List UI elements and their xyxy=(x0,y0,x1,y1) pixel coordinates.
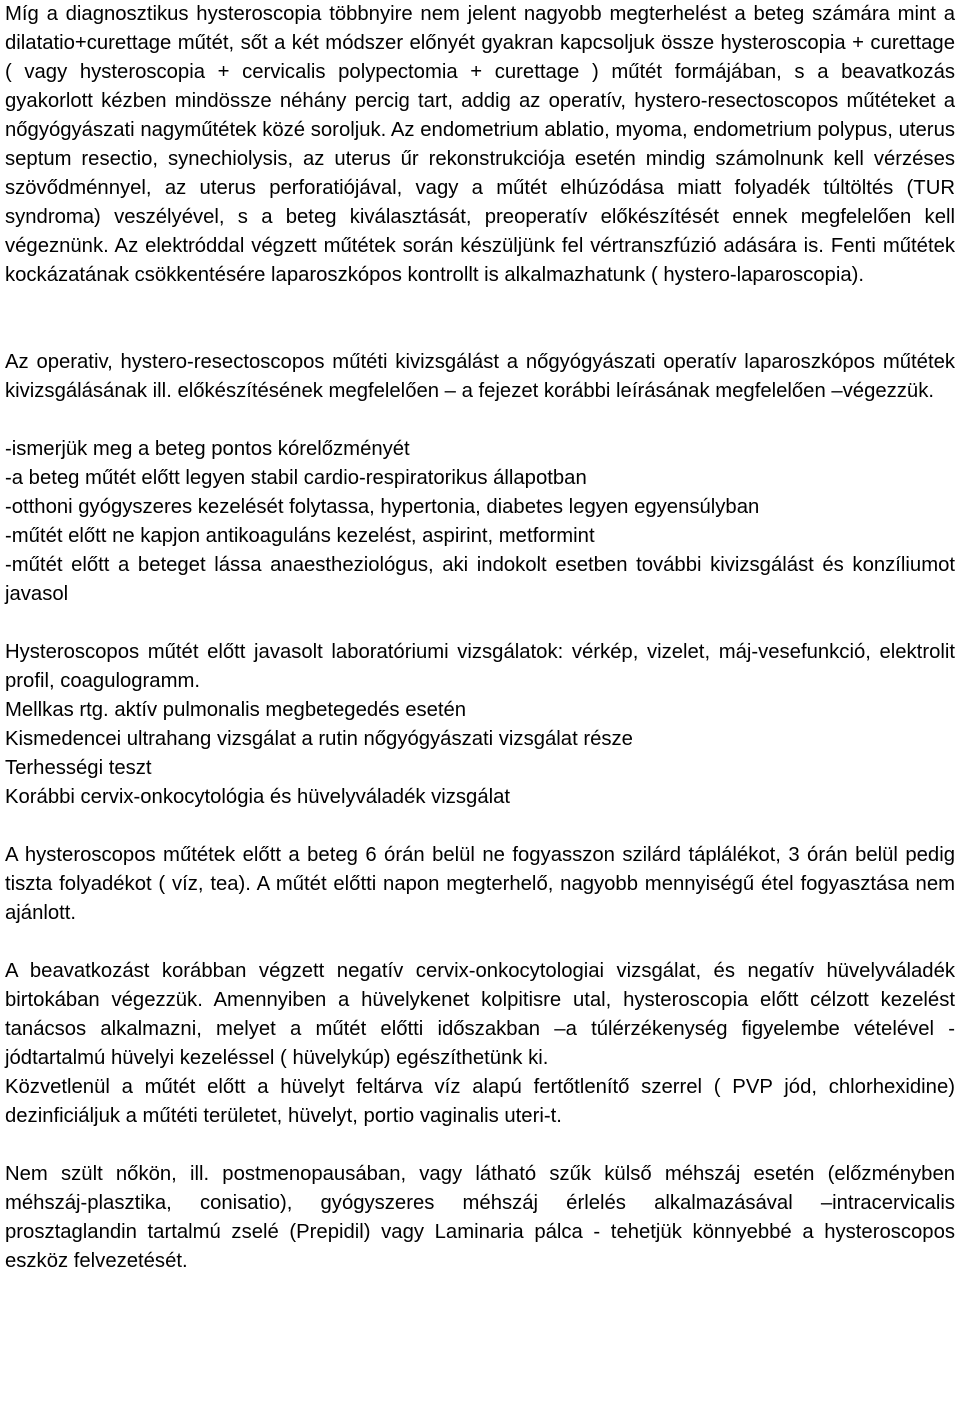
list-item: -ismerjük meg a beteg pontos kórelőzményét xyxy=(5,438,410,460)
list-item: -otthoni gyógyszeres kezelését folytassa, hypertonia, diabetes legyen egyensúlyban xyxy=(5,496,760,518)
document-page xyxy=(5,0,955,1276)
list-item: -a beteg műtét előtt legyen stabil cardio-respiratorikus állapotban xyxy=(5,467,587,489)
spacer xyxy=(5,609,955,638)
spacer xyxy=(5,812,955,841)
exam-line: Mellkas rtg. aktív pulmonalis megbetegedés esetén xyxy=(5,699,467,721)
paragraph-workup: Az operativ, hystero-resectoscopos műtéti kivizsgálást a nőgyógyászati operatív laparoszkópos műtétek kivizsgálásának ill. előkészítésének megfelelően – a fejezet korábbi leírásának megfelelően –végezzük. xyxy=(5,351,955,402)
paragraph-cervical-ripening: Nem szült nőkön, ill. postmenopausában, vagy látható szűk külső méhszáj esetén (előzményben méhszáj-plasztika, conisatio), gyógyszeres méhszáj érlelés alkalmazásával –intracervicalis prosztaglandin tartalmú zselé (Prepidil) vagy Laminaria pálca - tehetjük könnyebbé a hysteroscopos eszköz felvezetését. xyxy=(5,1163,955,1272)
spacer xyxy=(5,1131,955,1160)
list-item: -műtét előtt ne kapjon antikoaguláns kezelést, aspirint, metformint xyxy=(5,525,595,547)
exam-line: Korábbi cervix-onkocytológia és hüvelyváladék vizsgálat xyxy=(5,786,511,808)
list-item: -műtét előtt a beteget lássa anaestheziológus, aki indokolt esetben további kivizsgálást és konzíliumot javasol xyxy=(5,554,955,605)
paragraph-cytology: A beavatkozást korábban végzett negatív cervix-onkocytologiai vizsgálat, és negatív hüvelyváladék birtokában végezzük. Amennyiben a hüvelykenet kolpitisre utal, hysteroscopia előtt célzott kezelést tanácsos alkalmazni, melyet a műtét előtti időszakban –a túlérzékenység figyelembe vételével - jódtartalmú hüvelyi kezeléssel ( hüvelykúp) egészíthetünk ki. xyxy=(5,960,955,1069)
paragraph-fasting: A hysteroscopos műtétek előtt a beteg 6 órán belül ne fogyasszon szilárd táplálékot, 3 órán belül pedig tiszta folyadékot ( víz, tea). A műtét előtti napon megterhelő, nagyobb mennyiségű étel fogyasztása nem ajánlott. xyxy=(5,844,955,924)
spacer xyxy=(5,928,955,957)
spacer xyxy=(5,290,955,348)
paragraph-disinfection: Közvetlenül a műtét előtt a hüvelyt feltárva víz alapú fertőtlenítő szerrel ( PVP jód, chlorhexidine) dezinficiáljuk a műtéti területet, hüvelyt, portio vaginalis uteri-t. xyxy=(5,1076,955,1127)
spacer xyxy=(5,406,955,435)
exam-line: Kismedencei ultrahang vizsgálat a rutin nőgyógyászati vizsgálat része xyxy=(5,728,633,750)
exam-line: Terhességi teszt xyxy=(5,757,152,779)
paragraph-lab-tests: Hysteroscopos műtét előtt javasolt laboratóriumi vizsgálatok: vérkép, vizelet, máj-vesefunkció, elektrolit profil, coagulogramm. xyxy=(5,641,955,692)
paragraph-intro: Míg a diagnosztikus hysteroscopia többnyire nem jelent nagyobb megterhelést a beteg számára mint a dilatatio+curettage műtét, sőt a két módszer előnyét gyakran kapcsoljuk össze hysteroscopia + curettage ( vagy hysteroscopia + cervicalis polypectomia + curettage ) műtét formájában, s a beavatkozás gyakorlott kézben mindössze néhány percig tart, addig az operatív, hystero-resectoscopos műtéteket a nőgyógyászati nagyműtétek közé soroljuk. Az endometrium ablatio, myoma, endometrium polypus, uterus septum resectio, synechiolysis, az uterus űr rekonstrukciója esetén mindig számolnunk kell vérzéses szövődménnyel, az uterus perforatiójával, vagy a műtét elhúzódása miatt folyadék túltöltés (TUR syndroma) veszélyével, s a beteg kiválasztását, preoperatív előkészítését ennek megfelelően kell végeznünk. Az elektróddal végzett műtétek során készüljünk fel vértranszfúzió adására is. Fenti műtétek kockázatának csökkentésére laparoszkópos kontrollt is alkalmazhatunk ( hystero-laparoscopia). xyxy=(5,3,955,286)
